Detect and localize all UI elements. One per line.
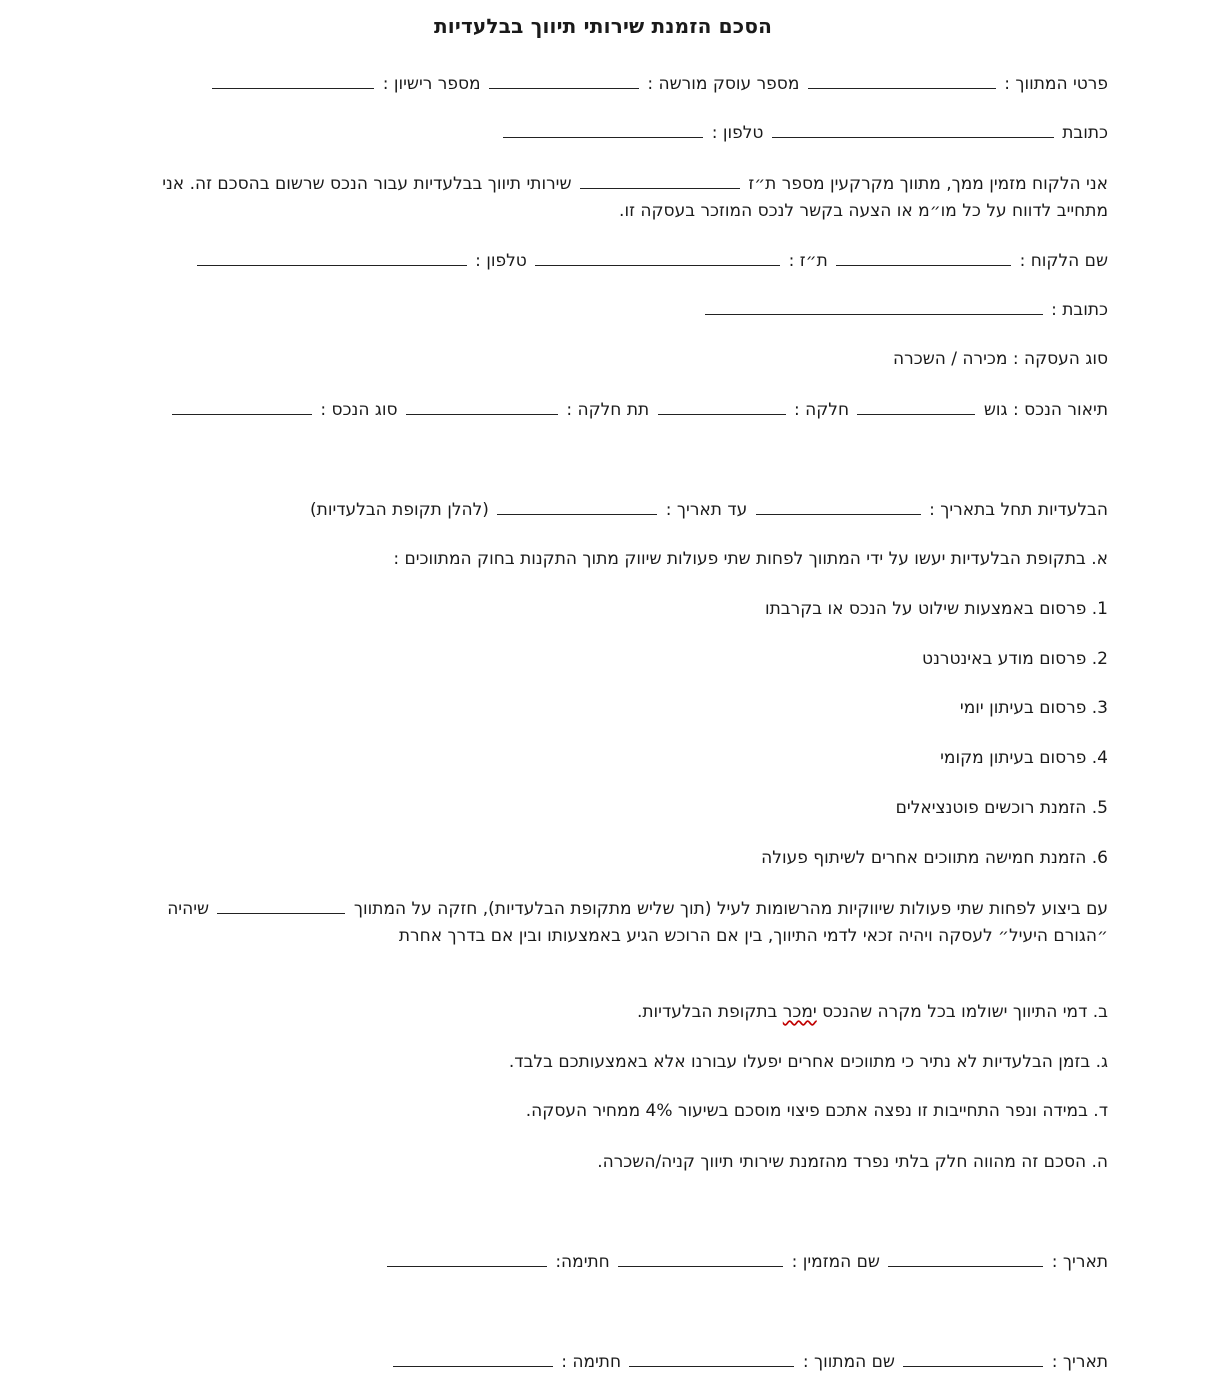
property-block-label: תיאור הנכס : גוש: [983, 400, 1108, 420]
clause-b-text-2: בתקופת הבלעדיות.: [636, 1002, 778, 1022]
subparcel-label: תת חלקה :: [566, 400, 650, 420]
marketing-action-2: 2. פרסום מודע באינטרנט: [922, 649, 1108, 669]
client-phone-field[interactable]: [197, 247, 467, 266]
client-phone-label: טלפון :: [475, 251, 527, 271]
client-signature-field[interactable]: [387, 1248, 547, 1267]
client-date-field[interactable]: [888, 1248, 1043, 1267]
registration-number-label: מספר רישיון :: [382, 74, 481, 94]
block-field[interactable]: [857, 396, 975, 415]
client-address-label: כתובת :: [1051, 300, 1108, 320]
parcel-field[interactable]: [658, 396, 786, 415]
broker-signature-field[interactable]: [393, 1348, 553, 1367]
start-date-field[interactable]: [756, 496, 921, 515]
client-name-label: שם הלקוח :: [1019, 251, 1108, 271]
presumption-field[interactable]: [217, 895, 345, 914]
intro-text-1: אני הלקוח מזמין ממך, מתווך מקרקעין מספר ת״ז: [748, 174, 1108, 194]
marketing-action-1: 1. פרסום באמצעות שילוט על הנכס או בקרבתו: [764, 599, 1108, 619]
broker-signature-label: חתימה :: [561, 1352, 622, 1372]
presumption-text-2: שיהיה ״הגורם היעיל״ לעסקה ויהיה זכאי לדמי התיווך, בין אם הרוכש הגיע באמצעותו ובין אם בדרך אחרת: [167, 899, 1108, 946]
business-license-field[interactable]: [489, 70, 639, 89]
property-row: [169, 396, 1108, 423]
marketing-action-6: 6. הזמנת חמישה מתווכים אחרים לשיתוף פעולה: [761, 848, 1108, 868]
intro-paragraph: [148, 170, 1108, 225]
start-date-label: הבלעדיות תחל בתאריך :: [929, 500, 1108, 520]
client-id-field[interactable]: [535, 247, 780, 266]
client-address-row: [702, 296, 1108, 323]
broker-contact-row: [500, 119, 1108, 146]
end-date-label: עד תאריך :: [665, 500, 748, 520]
broker-address-label: כתובת: [1062, 123, 1108, 143]
end-date-field[interactable]: [497, 496, 657, 515]
marketing-action-4: 4. פרסום בעיתון מקומי: [940, 748, 1108, 768]
broker-date-label: תאריך :: [1051, 1352, 1108, 1372]
broker-phone-label: טלפון :: [711, 123, 764, 143]
presumption-text-1: עם ביצוע לפחות שתי פעולות שיווקיות מהרשומות לעיל (תוך שליש מתקופת הבלעדיות), חזקה על המתווך: [353, 899, 1108, 919]
broker-phone-field[interactable]: [503, 119, 703, 138]
client-signature-label: חתימה:: [555, 1252, 610, 1272]
client-signature-row: [384, 1248, 1108, 1275]
intro-text-2: שירותי תיווך בבלעדיות עבור הנכס שרשום בהסכם זה. אני מתחייב לדווח על כל מו״מ או הצעה בקשר לנכס המוזכר בעסקה זו.: [162, 174, 1108, 221]
broker-name-field[interactable]: [629, 1348, 794, 1367]
clause-a: א. בתקופת הבלעדיות יעשו על ידי המתווך לפחות שתי פעולות שיווק מתוך התקנות בחוק המתווכים :: [393, 549, 1108, 569]
broker-address-field[interactable]: [772, 119, 1054, 138]
clause-c: ג. בזמן הבלעדיות לא נתיר כי מתווכים אחרים יפעלו עבורנו אלא באמצעותכם בלבד.: [508, 1052, 1108, 1072]
orderer-name-field[interactable]: [618, 1248, 783, 1267]
business-license-label: מספר עוסק מורשה :: [647, 74, 800, 94]
broker-date-field[interactable]: [903, 1348, 1043, 1367]
clause-b: [637, 999, 1108, 1025]
presumption-paragraph: [163, 895, 1108, 950]
broker-name-label: שם המתווך :: [802, 1352, 895, 1372]
broker-details-row: [209, 70, 1108, 97]
orderer-name-label: שם המזמין :: [791, 1252, 880, 1272]
clause-d: ד. במידה ונפר התחייבות זו נפצה אתכם פיצוי מוסכם בשיעור 4% ממחיר העסקה.: [525, 1101, 1108, 1121]
deal-type: סוג העסקה : מכירה / השכרה: [893, 349, 1108, 369]
client-name-field[interactable]: [836, 247, 1011, 266]
broker-details-label: פרטי המתווך :: [1004, 74, 1108, 94]
clause-b-text-1: ב. דמי התיווך ישולמו בכל מקרה שהנכס: [822, 1002, 1108, 1022]
broker-details-field[interactable]: [808, 70, 996, 89]
period-suffix: (להלן תקופת הבלעדיות): [310, 500, 489, 520]
broker-id-field[interactable]: [580, 170, 740, 189]
registration-number-field[interactable]: [212, 70, 374, 89]
clause-e: ה. הסכם זה מהווה חלק בלתי נפרד מהזמנת שירותי תיווך קניה/השכרה.: [597, 1152, 1108, 1172]
client-details-row: [194, 247, 1108, 274]
client-id-label: ת״ז :: [788, 251, 828, 271]
subparcel-field[interactable]: [406, 396, 558, 415]
spellcheck-flagged-word: ימכר: [782, 1002, 817, 1022]
document-title: הסכם הזמנת שירותי תיווך בבלעדיות: [433, 14, 773, 38]
property-type-field[interactable]: [172, 396, 312, 415]
client-address-field[interactable]: [705, 296, 1043, 315]
exclusivity-period-row: [310, 496, 1108, 523]
marketing-action-5: 5. הזמנת רוכשים פוטנציאלים: [895, 798, 1108, 818]
marketing-action-3: 3. פרסום בעיתון יומי: [959, 698, 1108, 718]
property-type-label: סוג הנכס :: [320, 400, 398, 420]
parcel-label: חלקה :: [793, 400, 850, 420]
broker-signature-row: [390, 1348, 1108, 1375]
client-date-label: תאריך :: [1051, 1252, 1108, 1272]
